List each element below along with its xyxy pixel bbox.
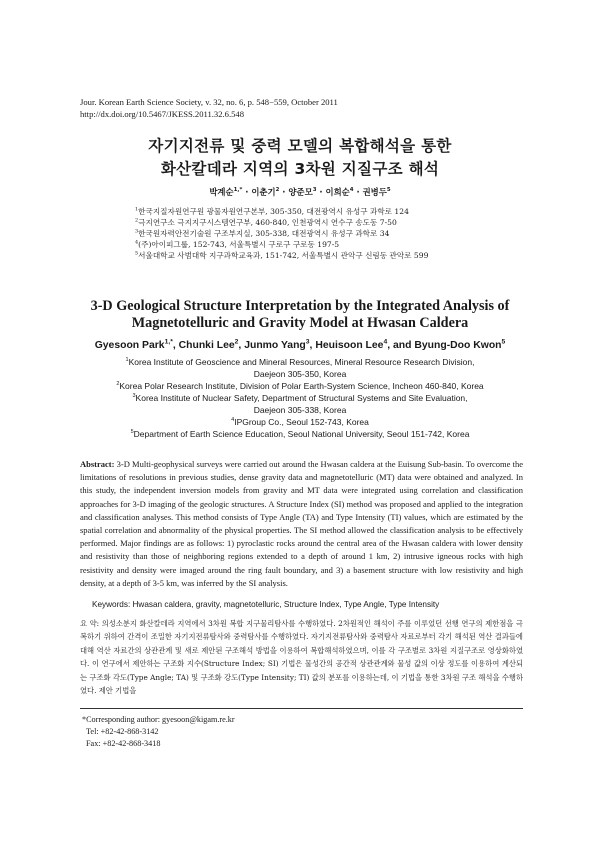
- korean-affiliations: [135, 206, 428, 261]
- english-author-sep: ,: [172, 340, 179, 351]
- korean-title-line-1: 자기지전류 및 중력 모델의 복합해석을 통한: [148, 137, 452, 155]
- korean-affiliation-text: (주)아이피그룹, 152-743, 서울특별시 구로구 구로동 197-5: [138, 240, 340, 249]
- journal-citation: Jour. Korean Earth Science Society, v. 32, no. 6, p. 548−559, October 2011: [80, 97, 338, 107]
- korean-author-name: 양준모: [288, 187, 313, 197]
- english-affiliation-text: Korea Institute of Nuclear Safety, Department of Structural Systems and Site Evaluation,: [135, 393, 468, 403]
- korean-author-name: 권병두: [362, 187, 387, 197]
- korean-author-sup: 2: [275, 187, 280, 194]
- korean-affiliation-sup: 4: [135, 239, 139, 246]
- english-author-sup: 2: [234, 338, 239, 346]
- english-affiliation-line: [0, 368, 600, 380]
- english-affiliation-text: IPGroup Co., Seoul 152-743, Korea: [234, 417, 369, 427]
- korean-author-name: 박계순: [209, 187, 234, 197]
- footnote-divider: [80, 708, 523, 709]
- english-author-name: Chunki Lee: [178, 340, 235, 351]
- korean-author-name: 이춘기: [251, 187, 276, 197]
- korean-affiliation: [135, 250, 428, 261]
- abstract-text: 3-D Multi-geophysical surveys were carried out around the Hwasan caldera at the Euisung Sub-basin. To overcome the limitations of resolutions in previous studies, dense gravity data and magnetotelluric (MT) data were obtained and analyzed. In this study, the independent inversion models from gravity and MT data were integrated using correlation and classification approaches for 3-D imaging of the geologic structures. A Structure Index (SI) method was proposed and applied to the integration and classification analyses. This method consists of Type Angle (TA) and Type Intensity (TI) values, which are estimated by the spatial correlation and abnormality of the physical properties. The SI method allowed the classification analysis to be effectively performed. Major findings are as follows: 1) pyroclastic rocks around the central area of the Hwasan caldera with lower density and resistivity than those of neighboring regions extended to a depth of around 1 km, 2) intrusive igneous rocks with high resistivity and density were imaged around the ring fault boundary, and 3) a basement structure with low resistivity and high density, at a depth of 3-5 km, was inferred by the SI analysis.: [80, 459, 523, 588]
- korean-affiliation-sup: 5: [135, 250, 139, 257]
- english-affiliation-text: Daejeon 305-338, Korea: [253, 405, 347, 415]
- english-affiliation-line: [0, 428, 600, 440]
- korean-affiliation-sup: 1: [135, 206, 139, 213]
- fax: Fax: +82-42-868-3418: [86, 739, 161, 748]
- journal-doi: http://dx.doi.org/10.5467/JKESS.2011.32.6.548: [80, 109, 245, 119]
- english-affiliation-sup: 2: [116, 381, 120, 388]
- author-separator: ·: [316, 187, 326, 197]
- footnote: [82, 714, 235, 750]
- english-affiliation-line: [0, 404, 600, 416]
- english-author-sup: 1,*: [164, 338, 173, 346]
- english-affiliation-text: Daejeon 305-350, Korea: [253, 369, 347, 379]
- english-affiliation-sup: 5: [130, 429, 134, 436]
- english-title-line-2: Magnetotelluric and Gravity Model at Hwasan Caldera: [131, 315, 469, 331]
- english-author-name: Gyesoon Park: [94, 340, 165, 351]
- korean-summary-label: 요 약:: [80, 619, 100, 628]
- korean-affiliation-sup: 3: [135, 228, 139, 235]
- english-affiliation-text: Korea Institute of Geoscience and Mineral Resources, Mineral Resource Research Division,: [128, 357, 475, 367]
- author-separator: ·: [353, 187, 363, 197]
- korean-affiliation-text: 한국지질자원연구원 광물자원연구본부, 305-350, 대전광역시 유성구 과학로 124: [138, 207, 409, 216]
- korean-summary-text: 의성소분지 화산칼데라 지역에서 3차원 복합 지구물리탐사를 수행하였다. 2차원적인 해석이 주를 이루었던 선행 연구의 제한점을 극복하기 위하여 간격이 조밀한 자기지전류탐사와 중력탐사를 수행하였다. 자기지전류탐사와 중력탐사 자료로부터 각기 해석된 역산 결과들에 대해 역산 자료간의 상관관계 및 새로 제안된 구조해석 방법을 이용하여 복합해석하였으며, 이를 각 구조별로 3차원 지질구조로 영상화하였다. 이 연구에서 제안하는 구조화 지수(Structure Index; SI) 기법은 물성간의 공간적 상관관계와 물성 값의 이상 정도를 이용하여 계산되는 구조화 각도(Type Angle; TA) 및 구조화 강도(Type Intensity; TI) 값의 분포를 이용하는데, 이 기법을 통한 3차원 구조 해석을 수행하였다. 제안 기법을: [80, 619, 523, 696]
- korean-affiliation-text: 극지연구소 극지지구시스템연구부, 460-840, 인천광역시 연수구 송도동 7-50: [138, 218, 397, 227]
- korean-author-sup: 3: [312, 187, 317, 194]
- korean-authors: [0, 186, 600, 198]
- korean-author-sup: 1,*: [233, 187, 243, 194]
- english-authors: [0, 340, 600, 351]
- english-affiliation-line: [0, 356, 600, 368]
- english-affiliation-text: Department of Earth Science Education, Seoul National University, Seoul 151-742, Korea: [133, 429, 470, 439]
- english-affiliation-sup: 4: [231, 417, 235, 424]
- korean-summary: [80, 617, 523, 697]
- korean-affiliation-text: 한국원자력안전기술원 구조부지실, 305-338, 대전광역시 유성구 과학로 34: [138, 229, 390, 238]
- english-author-name: Byung-Doo Kwon: [414, 340, 502, 351]
- abstract-label: Abstract:: [80, 459, 115, 469]
- korean-affiliation: [135, 206, 428, 217]
- telephone: Tel: +82-42-868-3142: [86, 727, 159, 736]
- corresponding-author: *Corresponding author: gyesoon@kigam.re.kr: [82, 715, 235, 724]
- english-title-line-1: 3-D Geological Structure Interpretation by the Integrated Analysis of: [90, 298, 510, 314]
- korean-affiliation-text: 서울대학교 사범대학 지구과학교육과, 151-742, 서울특별시 관악구 신림동 관악로 599: [138, 251, 429, 260]
- english-author-sup: 3: [305, 338, 310, 346]
- english-affiliation-line: [0, 416, 600, 428]
- author-separator: ·: [279, 187, 289, 197]
- english-affiliation-text: Korea Polar Research Institute, Division of Polar Earth-System Science, Incheon 460-840, Korea: [119, 381, 484, 391]
- keywords-text: Hwasan caldera, gravity, magnetotelluric, Structure Index, Type Angle, Type Intensity: [132, 600, 440, 609]
- korean-affiliation-sup: 2: [135, 217, 139, 224]
- keywords-label: Keywords:: [92, 600, 131, 609]
- korean-author-sup: 4: [349, 187, 354, 194]
- korean-author-sup: 5: [386, 187, 391, 194]
- abstract: [80, 458, 523, 590]
- korean-title-line-2: 화산칼데라 지역의 3차원 지질구조 해석: [160, 160, 440, 178]
- english-author-sup: 4: [383, 338, 388, 346]
- korean-affiliation: [135, 217, 428, 228]
- korean-author-name: 이희순: [325, 187, 350, 197]
- korean-affiliation: [135, 239, 428, 250]
- english-author-sep: ,: [238, 340, 245, 351]
- english-affiliation-sup: 1: [125, 357, 129, 364]
- english-author-sup: 5: [501, 338, 506, 346]
- journal-header: [80, 96, 338, 120]
- english-affiliation-line: [0, 380, 600, 392]
- english-author-name: Heuisoon Lee: [315, 340, 384, 351]
- author-separator: ·: [242, 187, 252, 197]
- korean-affiliation: [135, 228, 428, 239]
- english-affiliation-line: [0, 392, 600, 404]
- english-author-sep: ,: [309, 340, 316, 351]
- english-author-name: Junmo Yang: [244, 340, 306, 351]
- english-affiliations: [0, 356, 600, 440]
- english-affiliation-sup: 3: [132, 393, 136, 400]
- keywords: [92, 600, 439, 609]
- english-author-sep: , and: [387, 340, 415, 351]
